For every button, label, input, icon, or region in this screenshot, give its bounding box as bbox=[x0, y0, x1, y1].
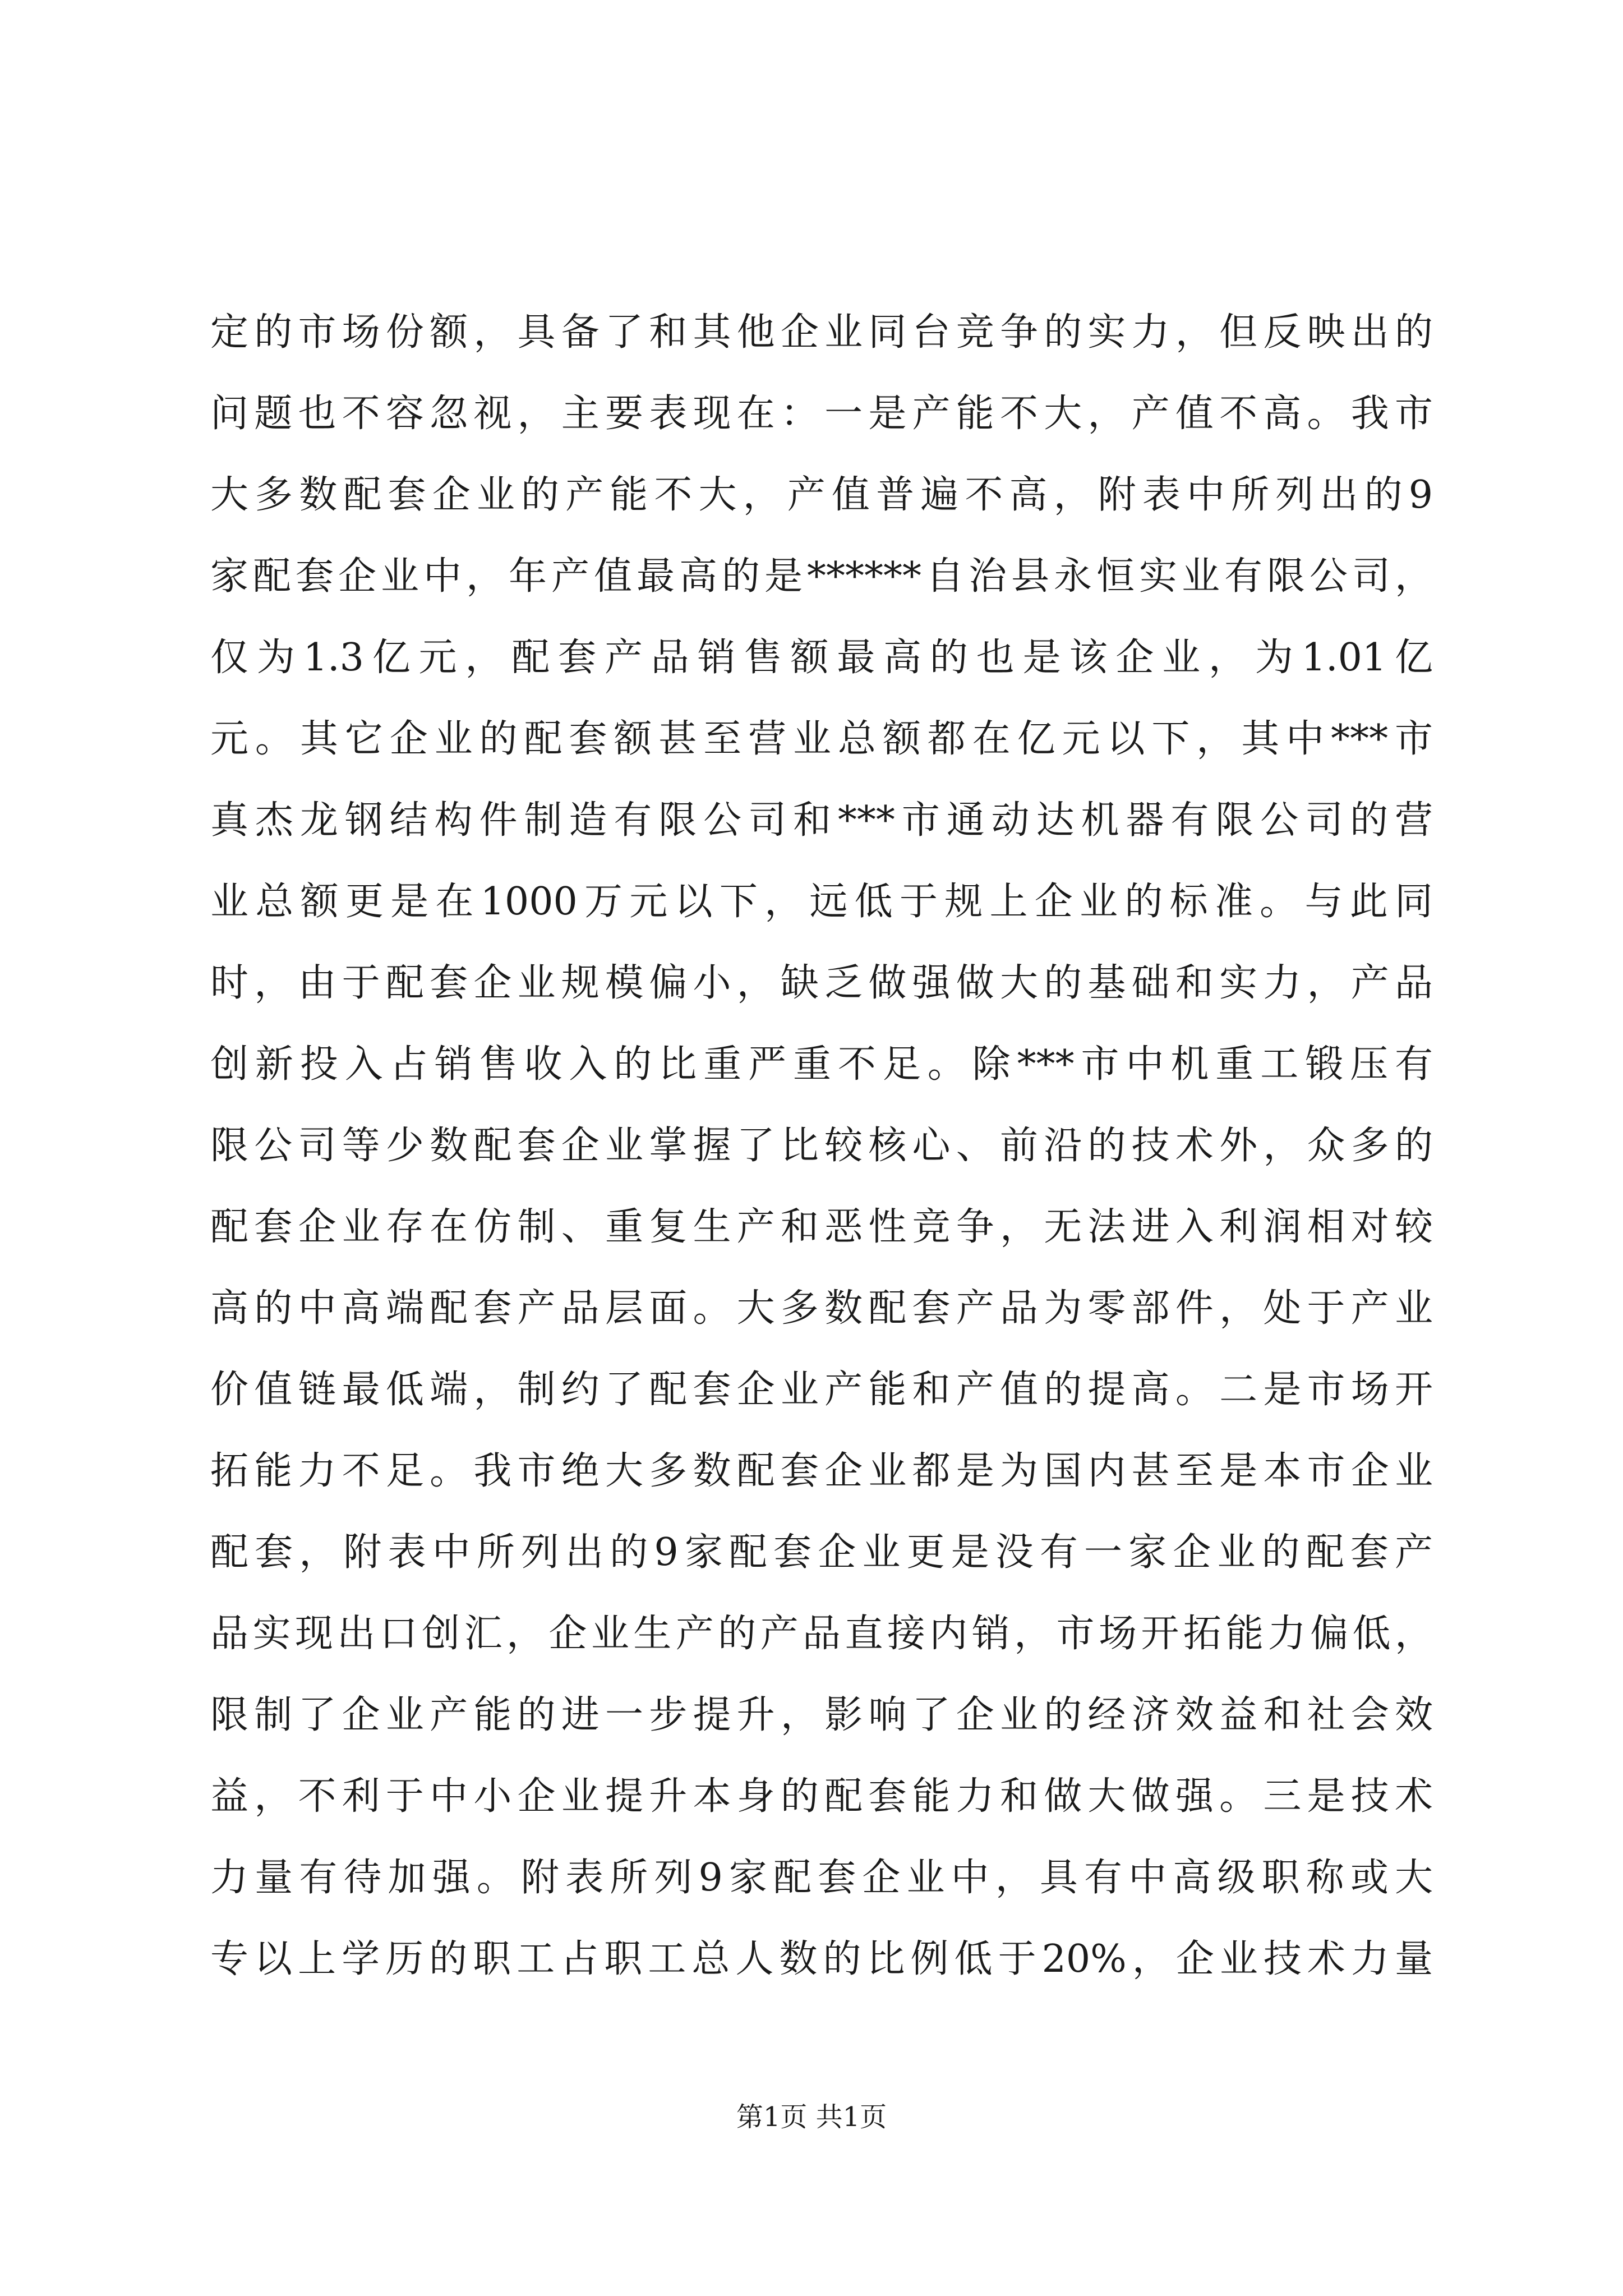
text-line: 高的中高端配套产品层面。大多数配套产品为零部件，处于产业 bbox=[210, 1286, 1433, 1331]
text-line: 拓能力不足。我市绝大多数配套企业都是为国内甚至是本市企业 bbox=[210, 1449, 1433, 1493]
text-line: 配套，附表中所列出的9家配套企业更是没有一家企业的配套产 bbox=[210, 1530, 1433, 1575]
text-line: 配套企业存在仿制、重复生产和恶性竞争，无法进入利润相对较 bbox=[210, 1205, 1433, 1249]
text-line: 问题也不容忽视，主要表现在：一是产能不大，产值不高。我市 bbox=[210, 392, 1433, 436]
text-line: 业总额更是在1000万元以下，远低于规上企业的标准。与此同 bbox=[210, 880, 1433, 924]
text-line: 元。其它企业的配套额甚至营业总额都在亿元以下，其中***市 bbox=[210, 717, 1433, 761]
text-line: 时，由于配套企业规模偏小，缺乏做强做大的基础和实力，产品 bbox=[210, 961, 1433, 1005]
text-line: 创新投入占销售收入的比重严重不足。除***市中机重工锻压有 bbox=[210, 1042, 1433, 1087]
page-footer: 第1页 共1页 bbox=[736, 2101, 887, 2133]
text-line: 真杰龙钢结构件制造有限公司和***市通动达机器有限公司的营 bbox=[210, 798, 1433, 843]
text-line: 限制了企业产能的进一步提升，影响了企业的经济效益和社会效 bbox=[210, 1693, 1433, 1737]
text-line: 家配套企业中，年产值最高的是******自治县永恒实业有限公司， bbox=[210, 554, 1433, 599]
text-line: 大多数配套企业的产能不大，产值普遍不高，附表中所列出的9 bbox=[210, 473, 1433, 517]
text-line: 价值链最低端，制约了配套企业产能和产值的提高。二是市场开 bbox=[210, 1368, 1433, 1412]
text-line: 品实现出口创汇，企业生产的产品直接内销，市场开拓能力偏低， bbox=[210, 1612, 1433, 1656]
text-line: 限公司等少数配套企业掌握了比较核心、前沿的技术外，众多的 bbox=[210, 1124, 1433, 1168]
text-line: 力量有待加强。附表所列9家配套企业中，具有中高级职称或大 bbox=[210, 1856, 1433, 1900]
text-line: 定的市场份额，具备了和其他企业同台竞争的实力，但反映出的 bbox=[210, 310, 1433, 355]
text-line: 益，不利于中小企业提升本身的配套能力和做大做强。三是技术 bbox=[210, 1774, 1433, 1819]
text-line: 仅为1.3亿元，配套产品销售额最高的也是该企业，为1.01亿 bbox=[210, 636, 1433, 680]
body-paragraph bbox=[210, 292, 1433, 2000]
text-line: 专以上学历的职工占职工总人数的比例低于20%，企业技术力量 bbox=[210, 1937, 1433, 1981]
